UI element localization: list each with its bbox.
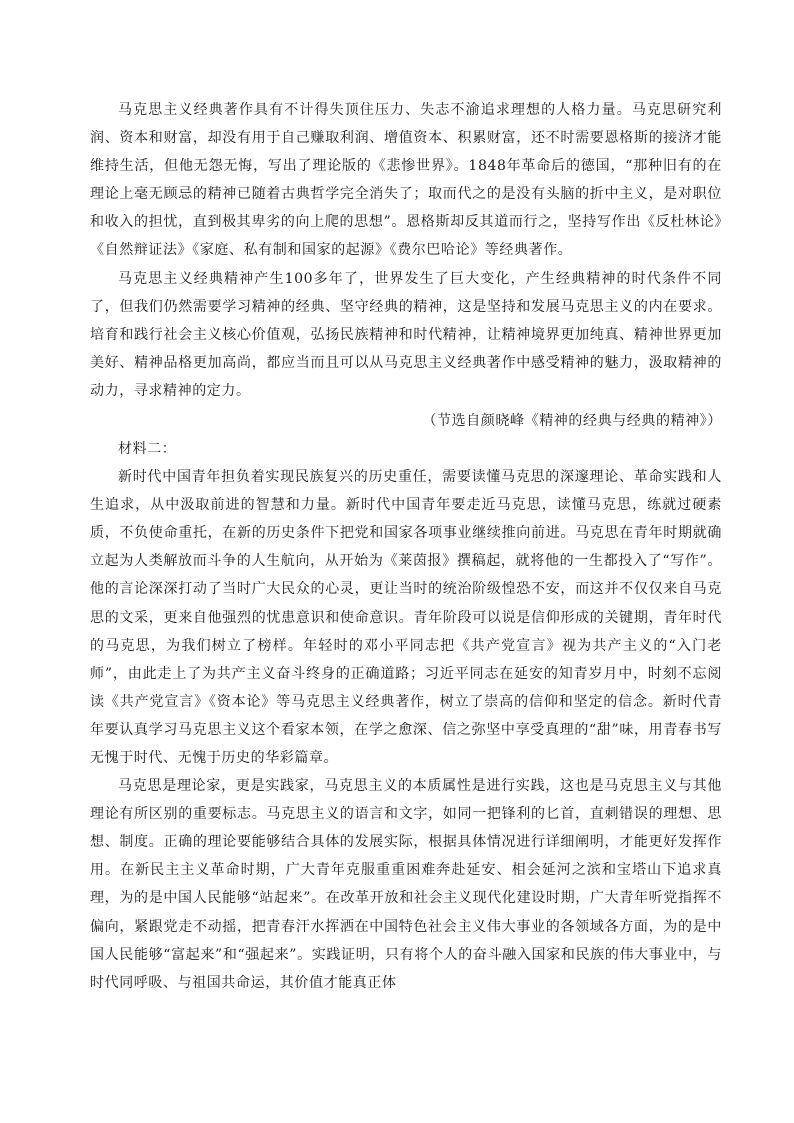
source-citation: （节选自颜晓峰《精神的经典与经典的精神》） [422, 413, 722, 430]
paragraph-classic-spirit: 马克思主义经典精神产生100多年了，世界发生了巨大变化，产生经典精神的时代条件不同了，但我们仍然需要学习精神的经典、坚守经典的精神，这是坚持和发展马克思主义的内在要求。培育和践行社会主义核心价值观，弘扬民族精神和时代精神，让精神境界更加纯真、精神世界更加美好、精神品格更加高尚，都应当而且可以从马克思主义经典著作中感受精神的魅力，汲取精神的动力，寻求精神的定力。 [90, 270, 722, 399]
paragraph-marx-practice: 马克思是理论家，更是实践家，马克思主义的本质属性是进行实践，这也是马克思主义与其他理论有所区别的重要标志。马克思主义的语言和文字，如同一把锋利的匕首，直刺错误的理想、思想、制度。正确的理论要能够结合具体的发展实际，根据具体情况进行详细阐明，才能更好发挥作用。在新民主主义革命时期，广大青年克服重重困难奔赴延安、相会延河之滨和宝塔山下追求真理，为的是中国人民能够“站起来”。在改革开放和社会主义现代化建设时期，广大青年听党指挥不偏向，紧跟党走不动摇，把青春汗水挥洒在中国特色社会主义伟大事业的各领域各方面，为的是中国人民能够“富起来”和“强起来”。实践证明，只有将个人的奋斗融入国家和民族的伟大事业中，与时代同呼吸、与祖国共命运，其价值才能真正体 [90, 778, 722, 991]
material-two-heading: 材料二： [118, 441, 177, 458]
paragraph-personality-strength: 马克思主义经典著作具有不计得失顶住压力、失志不渝追求理想的人格力量。马克思研究利润、资本和财富，却没有用于自己赚取利润、增值资本、积累财富，还不时需要恩格斯的接济才能维持生活，但他无怨无悔，写出了理论版的《悲惨世界》。1848年革命后的德国，“那种旧有的在理论上毫无顾忌的精神已随着古典哲学完全消失了；取而代之的是没有头脑的折中主义，是对职位和收入的担忧，直到极其卑劣的向上爬的思想”。恩格斯却反其道而行之，坚持写作出《反杜林论》《自然辩证法》《家庭、私有制和国家的起源》《费尔巴哈论》等经典著作。 [90, 102, 722, 259]
paragraph-new-era-youth: 新时代中国青年担负着实现民族复兴的历史重任，需要读懂马克思的深邃理论、革命实践和人生追求，从中汲取前进的智慧和力量。新时代中国青年要走近马克思，读懂马克思，练就过硬素质，不负使命重托，在新的历史条件下把党和国家各项事业继续推向前进。马克思在青年时期就确立起为人类解放而斗争的人生航向，从开始为《莱茵报》撰稿起，就将他的一生都投入了“写作”。他的言论深深打动了当时广大民众的心灵，更让当时的统治阶级惶恐不安，而这并不仅仅来自马克思的文采，更来自他强烈的忧患意识和使命意识。青年阶段可以说是信仰形成的关键期，青年时代的马克思，为我们树立了榜样。年轻时的邓小平同志把《共产党宣言》视为共产主义的“入门老师”，由此走上了为共产主义奋斗终身的正确道路；习近平同志在延安的知青岁月中，时刻不忘阅读《共产党宣言》《资本论》等马克思主义经典著作，树立了崇高的信仰和坚定的信念。新时代青年要认真学习马克思主义这个看家本领，在学之愈深、信之弥坚中享受真理的“甜”味，用青春书写无愧于时代、无愧于历史的华彩篇章。 [90, 469, 722, 766]
